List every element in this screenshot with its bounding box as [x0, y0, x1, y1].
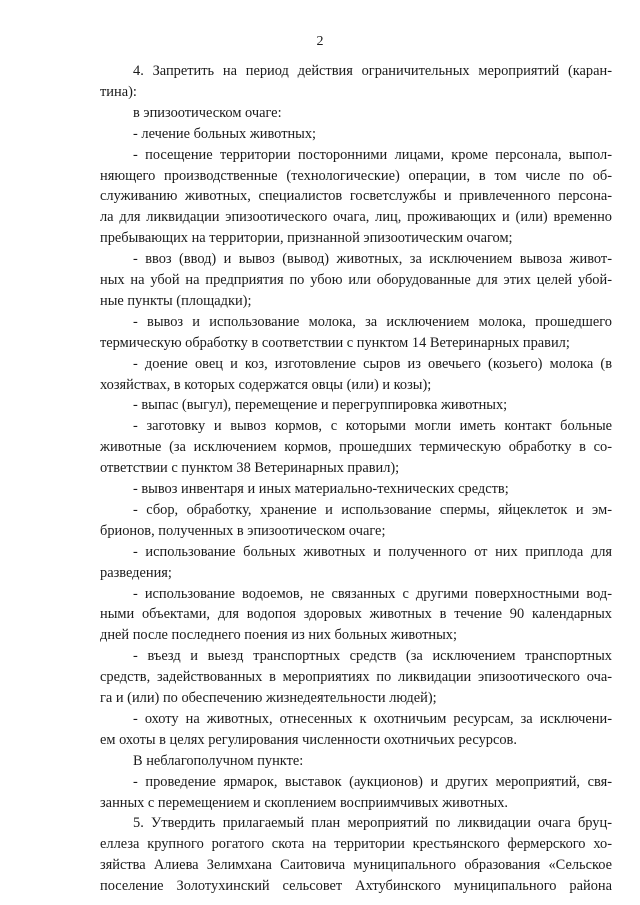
text-line: ных на убой на предприятия по убою или оборудованные для этих целей убой- — [100, 272, 612, 288]
text-line: тина): — [100, 83, 137, 100]
text-line: занных с перемещением и скоплением восприимчивых животных. — [100, 794, 508, 811]
text-line: - проведение ярмарок, выставок (аукционов) и других мероприятий, свя- — [133, 773, 612, 790]
text-line: - использование водоемов, не связанных с другими поверхностными вод- — [133, 585, 612, 602]
text-line: га и (или) по обеспечению жизнедеятельности людей); — [100, 690, 437, 706]
text-line: ла для ликвидации эпизоотического очага, лиц, проживающих и (или) временно — [100, 209, 612, 226]
text-line: дней после последнего поения из них больных животных; — [100, 627, 457, 644]
text-line: ответствии с пунктом 38 Ветеринарных правил); — [100, 460, 400, 477]
text-line: хозяйствах, в которых содержатся овцы (или) и козы); — [100, 376, 432, 393]
text-line: 4. Запретить на период действия ограничительных мероприятий (каран- — [133, 63, 612, 79]
text-line: - доение овец и коз, изготовление сыров из овечьего (козьего) молока (в — [133, 355, 612, 372]
page-number: 2 — [316, 34, 324, 49]
text-line: в эпизоотическом очаге: — [133, 104, 282, 121]
text-line: - охоту на животных, отнесенных к охотничьим ресурсам, за исключени- — [133, 710, 612, 727]
text-line: еллеза крупного рогатого скота на территории крестьянского фермерского хо- — [100, 836, 612, 853]
text-line: средств, задействованных в мероприятиях по ликвидации эпизоотического оча- — [100, 669, 612, 686]
text-line: зяйства Алиева Зелимхана Саитовича муниципального образования «Сельское — [100, 857, 612, 874]
text-line: поселение Золотухинский сельсовет Ахтубинского муниципального района — [100, 878, 612, 895]
text-line: термическую обработку в соответствии с пунктом 14 Ветеринарных правил; — [100, 334, 570, 351]
text-line: пребывающих на территории, признанной эпизоотическим очагом; — [100, 230, 513, 247]
text-line: - выпас (выгул), перемещение и перегруппировка животных; — [133, 397, 508, 414]
text-line: ными объектами, для водопоя здоровых животных в течение 90 календарных — [100, 606, 612, 623]
text-line: - ввоз (ввод) и вывоз (вывод) животных, за исключением вывоза живот- — [133, 251, 612, 268]
text-line: 5. Утвердить прилагаемый план мероприятий по ликвидации очага бруц- — [133, 815, 612, 832]
text-line: - посещение территории посторонними лицами, кроме персонала, выпол- — [133, 146, 612, 163]
text-line: - вывоз инвентаря и иных материально-технических средств; — [133, 481, 509, 497]
text-line: - заготовку и вывоз кормов, с которыми могли иметь контакт больные — [133, 418, 612, 435]
text-line: - использование больных животных и полученного от них приплода для — [133, 543, 612, 560]
text-line: служиванию животных, специалистов госветслужбы и привлеченного персона- — [100, 188, 612, 205]
text-line: - вывоз и использование молока, за исключением молока, прошедшего — [133, 313, 612, 330]
text-line: брионов, полученных в эпизоотическом очаге; — [100, 522, 386, 539]
text-line: - лечение больных животных; — [133, 125, 317, 142]
text-line: В неблагополучном пункте: — [133, 752, 304, 769]
text-line: - въезд и выезд транспортных средств (за исключением транспортных — [133, 648, 612, 665]
text-line: ные пункты (площадки); — [100, 292, 252, 309]
text-line: ем охоты в целях регулирования численности охотничьих ресурсов. — [100, 731, 517, 748]
text-line: животные (за исключением кормов, прошедших термическую обработку в со- — [100, 439, 612, 456]
text-line: - сбор, обработку, хранение и использование спермы, яйцеклеток и эм- — [133, 501, 612, 518]
text-line: разведения; — [100, 564, 172, 581]
text-line: няющего производственные (технологические) операции, в том числе по об- — [100, 167, 612, 184]
